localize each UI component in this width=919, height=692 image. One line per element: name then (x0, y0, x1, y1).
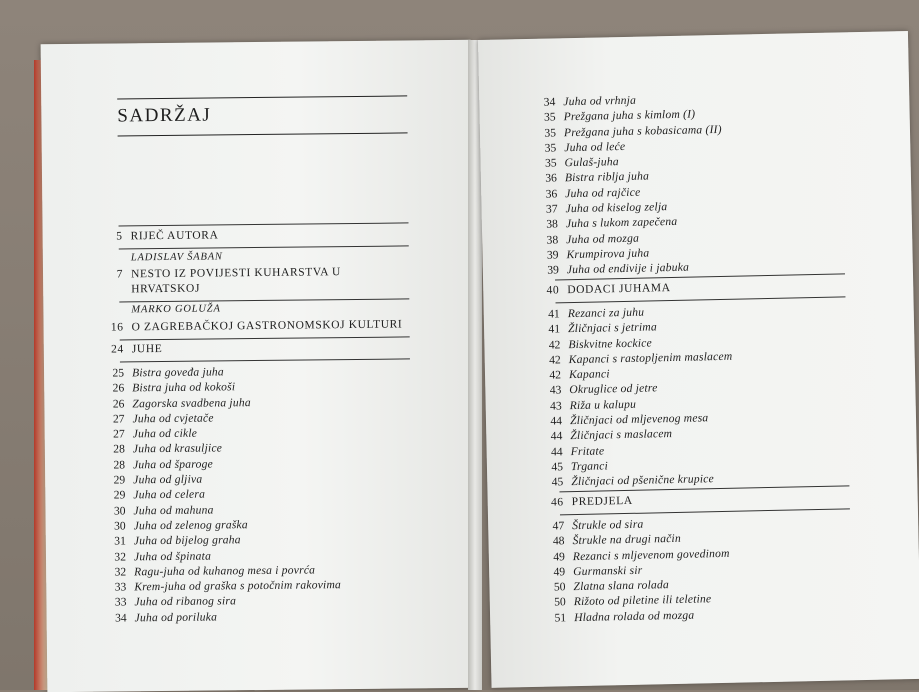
title-rule-top (117, 95, 407, 99)
page-number: 38 (546, 217, 559, 231)
recipe-title: Rezanci s mljevenom govedinom (572, 546, 730, 563)
recipe-title: Juha od endivije i jabuka (566, 260, 690, 277)
page-number: 26 (112, 397, 125, 411)
page-number: 33 (114, 595, 127, 609)
recipe-title: Bistra riblja juha (564, 169, 650, 185)
recipe-title: Zagorska svadbena juha (132, 395, 251, 410)
author-name: LADISLAV ŠABAN (130, 251, 223, 264)
section-label: RIJEČ AUTORA (130, 229, 219, 243)
section-dodaci-juhama[interactable] (531, 282, 671, 297)
page-number: 36 (545, 187, 558, 201)
page-number: 29 (113, 473, 126, 487)
page-number: 45 (551, 460, 564, 474)
page-number: 30 (113, 504, 126, 518)
page-number: 44 (550, 414, 563, 428)
section-label: NESTO IZ POVIJESTI KUHARSTVA U (130, 266, 341, 281)
section-kultura[interactable] (96, 318, 403, 333)
page-title: SADRŽAJ (117, 104, 212, 127)
section-rule (120, 358, 410, 362)
page-number: 37 (545, 202, 558, 216)
recipe-title: Prežgana juha s kimlom (I) (563, 107, 696, 124)
recipe-title: Rižoto od piletine ili teletine (573, 592, 712, 609)
recipe-title: Juha od šparoge (132, 457, 213, 472)
page-number: 27 (113, 427, 125, 441)
page-number: 34 (114, 611, 127, 625)
recipe-title: Žličnjaci od pšenične krupice (571, 472, 715, 489)
section-label: DODACI JUHAMA (567, 282, 671, 297)
section-rule (120, 336, 410, 340)
recipe-title: Bistra goveđa juha (131, 365, 224, 380)
author-name: MARKO GOLUŽA (131, 303, 221, 316)
page-number: 51 (554, 611, 567, 625)
recipe-title: Juha od cikle (132, 426, 198, 441)
page-number: 32 (114, 565, 127, 579)
page-number: 40 (546, 284, 560, 297)
page-number: 43 (549, 399, 562, 413)
page-number: 45 (551, 475, 564, 489)
recipe-title: Juha od rajčice (565, 185, 641, 200)
recipe-title: Hladna rolada od mozga (573, 608, 695, 624)
page-number: 35 (544, 141, 557, 155)
title-rule-bottom (118, 132, 408, 136)
page-number: 27 (112, 412, 125, 426)
page-number: 48 (552, 534, 565, 548)
recipe-title: Krem-juha od graška s potočnim rakovima (134, 578, 342, 594)
section-rule (560, 508, 850, 515)
recipe-list (527, 91, 725, 279)
left-page (41, 40, 478, 692)
section-juhe[interactable] (96, 343, 163, 356)
page-number: 33 (114, 580, 127, 594)
section-rule (119, 298, 409, 302)
page-number: 7 (116, 268, 124, 281)
page-number: 34 (543, 95, 556, 109)
recipe-title: Žličnjaci s maslacem (570, 427, 673, 443)
page-number: 41 (548, 307, 560, 321)
page-number: 25 (112, 366, 125, 380)
recipe-title: Juha od celera (133, 487, 206, 502)
section-label: PREDJELA (571, 494, 633, 509)
recipe-title: Trganci (570, 459, 609, 474)
recipe-title: Gurmanski sir (573, 563, 643, 579)
recipe-title: Juha od mahuna (133, 503, 214, 517)
recipe-title: Prežgana juha s kobasicama (II) (563, 122, 722, 139)
recipe-list (96, 363, 341, 626)
page-number: 36 (545, 171, 558, 186)
recipe-title: Žličnjaci s jetrima (567, 320, 658, 336)
page-number: 26 (112, 381, 125, 395)
recipe-title: Bistra juha od kokoši (132, 380, 236, 395)
recipe-title: Biskvitne kockice (568, 336, 653, 351)
page-number: 42 (548, 337, 561, 352)
page-number: 31 (114, 534, 126, 548)
recipe-title: Juha od špinata (133, 549, 212, 563)
list-item[interactable] (98, 577, 341, 595)
section-label: JUHE (131, 343, 163, 356)
recipe-title: Juha od leće (564, 139, 626, 155)
page-number: 44 (550, 429, 563, 443)
section-rule (556, 296, 846, 303)
page-number: 5 (116, 230, 123, 243)
page-number: 32 (114, 549, 127, 564)
recipe-title: Krumpirova juha (566, 246, 650, 262)
right-page (478, 31, 919, 688)
page-number: 49 (553, 549, 565, 564)
recipe-title: Žličnjaci od mljevenog mesa (569, 411, 709, 428)
page-number: 49 (553, 565, 566, 579)
list-item[interactable] (99, 608, 342, 626)
recipe-title: Juha od gljiva (133, 472, 203, 487)
page-number: 41 (548, 322, 561, 336)
recipe-title: Štrukle na drugi način (572, 532, 682, 548)
page-number: 35 (544, 156, 557, 170)
page-number: 39 (546, 248, 559, 262)
recipe-title: Juha od cvjetače (132, 411, 214, 426)
page-number: 35 (544, 125, 557, 140)
page-number: 42 (549, 368, 562, 382)
recipe-title: Kapanci (568, 367, 610, 382)
page-number: 39 (547, 263, 559, 277)
recipe-title: Okruglice od jetre (569, 381, 658, 397)
page-number: 46 (550, 496, 564, 509)
recipe-title: Fritate (570, 444, 605, 458)
section-rijec-autora[interactable] (95, 229, 219, 242)
page-number: 29 (113, 488, 126, 502)
page-number: 50 (554, 595, 566, 610)
recipe-title: Juha od krasuljice (132, 441, 223, 456)
page-number: 38 (546, 233, 559, 247)
page-number: 43 (549, 383, 562, 398)
recipe-title: Juha od mozga (566, 231, 640, 246)
recipe-title: Juha od vrhnja (563, 93, 637, 109)
recipe-title: Riža u kalupu (569, 397, 637, 412)
section-rule (119, 245, 409, 249)
recipe-list (532, 303, 735, 491)
recipe-title: Gulaš-juha (564, 155, 619, 170)
page-number: 35 (543, 110, 556, 124)
recipe-title: Juha od poriluka (134, 610, 218, 625)
recipe-title: Juha s lukom zapečena (565, 215, 678, 231)
page-number: 28 (113, 442, 125, 457)
page-number: 30 (114, 519, 126, 533)
section-povijest-cont: HRVATSKOJ (131, 282, 201, 296)
recipe-title: Juha od ribanog sira (134, 594, 237, 609)
recipe-title: Juha od zelenog graška (133, 518, 248, 533)
page-number: 42 (548, 353, 561, 367)
page-number: 28 (113, 458, 126, 472)
page-number: 24 (111, 343, 124, 356)
recipe-title: Kapanci s rastopljenim maslacem (568, 349, 733, 367)
recipe-title: Štrukle od sira (572, 517, 644, 533)
recipe-title: Zlatna slana rolada (573, 578, 670, 594)
page-number: 47 (552, 519, 565, 533)
page-number: 44 (550, 444, 563, 459)
recipe-title: Rezanci za juhu (567, 305, 645, 321)
section-povijest[interactable] (95, 266, 341, 281)
page-number: 50 (553, 580, 566, 594)
section-rule (119, 222, 409, 226)
recipe-title: Ragu-juha od kuhanog mesa i povrća (134, 563, 316, 579)
section-predjela[interactable] (536, 495, 633, 509)
section-label: O ZAGREBAČKOJ GASTRONOMSKOJ KULTURI (131, 318, 403, 334)
recipe-list (536, 515, 731, 626)
list-item[interactable] (538, 607, 731, 626)
page-number: 16 (110, 321, 124, 334)
recipe-title: Juha od bijelog graha (133, 533, 241, 548)
recipe-title: Juha od kiselog zelja (565, 200, 668, 216)
